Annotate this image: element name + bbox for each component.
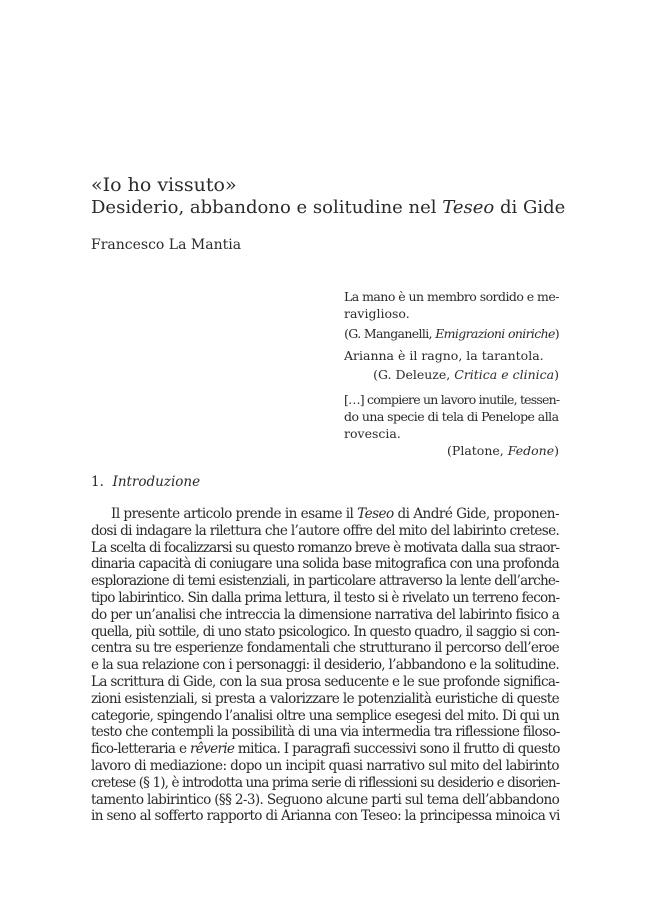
body-text-run: dosi di indagare la rilettura che l’autore offre del mito del labirinto cretese. [91, 522, 560, 539]
epigraph-source: (G. Manganelli, Emigrazioni oniriche) [344, 326, 559, 341]
epigraph [344, 288, 559, 342]
body-text-run: fico-letteraria e [91, 741, 190, 758]
body-text-run: categorie, spingendo l’analisi oltre una semplice esegesi del mito. Di qui un [91, 707, 559, 724]
epigraph-line: Arianna è il ragno, la tarantola. [344, 348, 544, 363]
body-text-run: mitica. I paragrafi successivi sono il frutto di questo [234, 741, 560, 758]
body-text-run: centra su tre esperienze fondamentali che strutturano il percorso dell’eroe [91, 640, 559, 657]
body-text-run: La scrittura di Gide, con la sua prosa seducente e le sue profonde significa- [91, 673, 560, 690]
section-heading [91, 473, 200, 491]
article-title: «Io ho vissuto» [91, 174, 237, 196]
body-text-run: lavoro di mediazione: dopo un incipit quasi narrativo sul mito del labirinto [91, 757, 559, 774]
body-text-run: di André Gide, proponen- [393, 506, 559, 522]
epigraph-line: La mano è un membro sordido e me- [344, 289, 559, 304]
epigraph-line: do una specie di tela di Penelope alla [344, 409, 559, 424]
body-line [91, 741, 559, 758]
section-title: Introduzione [112, 474, 201, 490]
body-line [91, 506, 559, 523]
body-text-run: tipo labirintico. Sin dalla prima lettura, il testo si è rivelato un terreno fecon- [91, 589, 560, 606]
body-emphasis: rêverie [189, 741, 235, 758]
body-text-run: testo che contempli la possibilità di una via intermedia tra riflessione filoso- [91, 724, 560, 741]
body-line [91, 792, 559, 809]
subtitle-work-title: Teseo [442, 197, 495, 218]
epigraph-source: (G. Deleuze, Critica e clinica) [373, 367, 559, 382]
body-line [91, 758, 559, 775]
body-line [91, 674, 559, 691]
body-line [91, 556, 559, 573]
section-number: 1. [91, 474, 104, 490]
subtitle-text: Desiderio, abbandono e solitudine nel [91, 197, 443, 218]
body-line [91, 540, 559, 557]
epigraph-source: (Platone, Fedone) [447, 443, 559, 458]
epigraph-line: rovescia. [344, 426, 401, 441]
body-line [91, 708, 559, 725]
body-text-run: La scelta di focalizzarsi su questo romanzo breve è motivata dalla sua straor- [91, 539, 560, 556]
body-text-run: dinaria capacità di coniugare una solida base mitografica con una profonda [91, 556, 559, 573]
body-emphasis: Teseo [357, 506, 394, 522]
body-line [91, 775, 559, 792]
article-author: Francesco La Mantia [91, 237, 242, 253]
epigraph [344, 391, 559, 459]
body-text-run: zioni esistenziali, si presta a valorizzare le potenzialità euristiche di queste [91, 690, 559, 707]
body-text-run: e la sua relazione con i personaggi: il desiderio, l’abbandono e la solitudine. [91, 657, 559, 674]
epigraph-line: raviglioso. [344, 306, 410, 321]
body-text-run: in seno al sofferto rapporto di Arianna con Teseo: la principessa minoica vi [91, 808, 560, 825]
body-text [91, 506, 559, 825]
body-line [91, 590, 559, 607]
body-text-run: tamento labirintico (§§ 2-3). Seguono alcune parti sul tema dell’abbandono [91, 791, 560, 808]
body-line [91, 624, 559, 641]
body-text-run: Il presente articolo prende in esame il [111, 506, 358, 522]
epigraph-line: […] compiere un lavoro inutile, tessen- [344, 392, 560, 407]
epigraph [344, 347, 559, 383]
body-text-run: do per un’analisi che intreccia la dimensione narrativa del labirinto fisico a [91, 606, 560, 623]
body-line [91, 573, 559, 590]
body-line [91, 808, 559, 825]
body-line [91, 691, 559, 708]
body-line [91, 607, 559, 624]
body-line [91, 657, 559, 674]
article-subtitle [91, 197, 565, 219]
body-text-run: cretese (§ 1), è introdotta una prima serie di riflessioni su desiderio e disorien- [91, 774, 560, 791]
body-text-run: quella, più sottile, di uno stato psicologico. In questo quadro, il saggio si con- [91, 623, 559, 640]
body-line [91, 724, 559, 741]
body-text-run: esplorazione di temi esistenziali, in particolare attraverso la lente dell’arche- [91, 573, 559, 590]
body-line [91, 523, 559, 540]
subtitle-text-end: di Gide [494, 197, 566, 218]
body-line [91, 640, 559, 657]
